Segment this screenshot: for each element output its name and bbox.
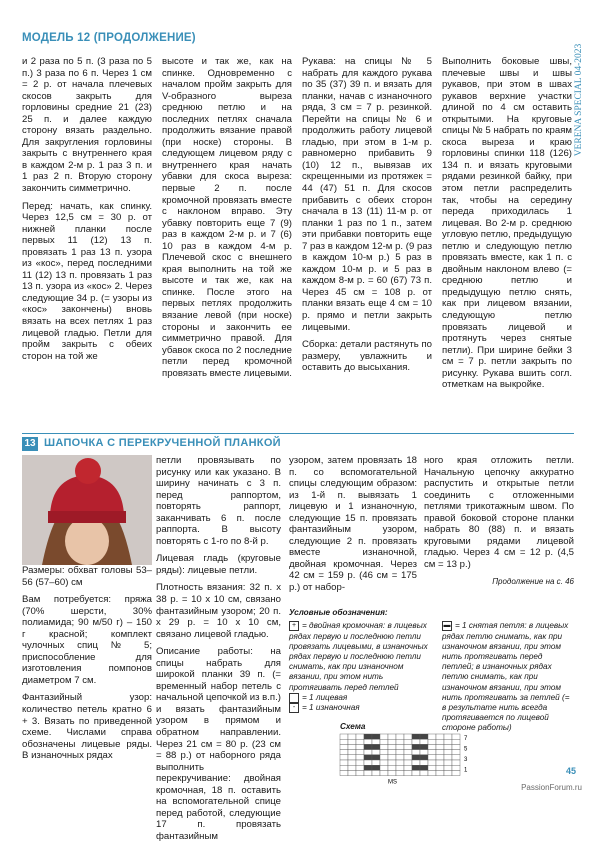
scheme-cell bbox=[388, 734, 396, 739]
scheme-cell bbox=[340, 760, 348, 765]
scheme-cell bbox=[412, 760, 420, 765]
scheme-cell bbox=[396, 760, 404, 765]
scheme-row-label: 3 bbox=[464, 757, 468, 763]
legend-symbol-slip: ▬ bbox=[443, 622, 451, 630]
scheme-cell bbox=[388, 750, 396, 755]
scheme-cell bbox=[364, 760, 372, 765]
scheme-cell bbox=[340, 750, 348, 755]
legend-title: Условные обозначения: bbox=[289, 608, 388, 617]
scheme-cell bbox=[372, 734, 380, 739]
scheme-cell bbox=[436, 765, 444, 770]
section-title: ШАПОЧКА С ПЕРЕКРУЧЕННОЙ ПЛАНКОЙ bbox=[44, 437, 281, 449]
top-col-2 bbox=[162, 56, 292, 397]
hat-photo bbox=[22, 455, 152, 565]
para: и 2 раза по 5 п. (3 раза по 5 п.) 3 раза по 6 п. Через 1 см = 2 р. от начала плечевых скосов закрыть для горловины средние 21 (23) 25 п. и далее каждую сторону вязать раздельно. Для закругления горловины закрыть с внутреннего края в каждом 2-м р. 1 раз 3 п. и 1 раз 2 п. Вторую сторону закончить симметрично. bbox=[22, 56, 152, 195]
scheme-cell bbox=[428, 744, 436, 749]
scheme-cell bbox=[412, 744, 420, 749]
para: Лицевая гладь (круговые ряды): лицевые петли. bbox=[156, 553, 281, 576]
scheme-cell bbox=[444, 760, 452, 765]
scheme-cell bbox=[388, 770, 396, 775]
scheme-cell bbox=[364, 734, 372, 739]
scheme-cell bbox=[356, 765, 364, 770]
scheme-cell bbox=[452, 744, 460, 749]
scheme-cell bbox=[340, 734, 348, 739]
scheme-cell bbox=[380, 770, 388, 775]
legend-text: = двойная кромочная: в лицевых рядах первую и последнюю петли провязать лицевыми, в изнаночных рядах первую и последнюю петли снимать, как при изнаночном вязании, при этом нить протягивать перед петлей bbox=[289, 621, 428, 692]
scheme-cell bbox=[396, 755, 404, 760]
para: петли провязывать по рисунку или как указано. В ширину начинать с 3 п. перед раппортом, повторять раппорт, заканчивать 6 п. после раппорта. В высоту повторять с 1-го по 8-й р. bbox=[156, 455, 281, 547]
scheme-cell bbox=[356, 755, 364, 760]
scheme-cell bbox=[372, 744, 380, 749]
scheme-cell bbox=[364, 739, 372, 744]
scheme-cell bbox=[412, 755, 420, 760]
scheme-cell bbox=[444, 755, 452, 760]
scheme-cell bbox=[396, 765, 404, 770]
scheme-cell bbox=[380, 744, 388, 749]
scheme-cell bbox=[428, 755, 436, 760]
scheme-cell bbox=[340, 739, 348, 744]
scheme-cell bbox=[452, 770, 460, 775]
top-col-3 bbox=[302, 56, 432, 397]
legend-text: = 1 снятая петля: в лицевых рядах петлю снимать, как при изнаночном вязании, при этом нить протягивать перед петлей; в изнаночных рядах петлю снимать, как при изнаночном вязании, при этом нить протягивать за петлей (= в результате нить всегда протягивается по лицевой стороне работы) bbox=[442, 621, 570, 733]
scheme-cell bbox=[420, 734, 428, 739]
scheme-cell bbox=[436, 744, 444, 749]
scheme-row-label: 5 bbox=[464, 746, 468, 753]
scheme-cell bbox=[340, 765, 348, 770]
para: Перед: начать, как спинку. Через 12,5 см = 30 р. от нижней планки после первых 11 (12) 13 п. провязать 1 раз 13 п. узора из «кос», перед последними 11 (12) 13 п. провязать 1 раз 13 п. узора из «кос» 2. Через следующие 34 р. (= узоры из «кос» закончены) вновь вязать на всех петлях 1 раз лицевой гладью. Петли для пройм закрыть с обеих сторон на той же bbox=[22, 200, 152, 362]
scheme-cell bbox=[380, 734, 388, 739]
scheme-cell bbox=[436, 734, 444, 739]
scheme-cell bbox=[444, 744, 452, 749]
scheme-chart bbox=[338, 732, 488, 784]
scheme-cell bbox=[372, 750, 380, 755]
scheme-cell bbox=[404, 770, 412, 775]
legend-symbol-knit bbox=[289, 693, 299, 703]
scheme-cell bbox=[388, 744, 396, 749]
scheme-cell bbox=[452, 739, 460, 744]
para: ного края отложить петли. Начальную цепочку аккуратно распустить и открытые петли соединить с отложенными петлями трикотажным швом. По правой боковой стороне планки набрать 80 (88) п. и вязать круговыми рядами лицевой гладью. Через 4 см = 12 р. (4,5 см = 13 р.) bbox=[424, 455, 574, 570]
scheme-cell bbox=[412, 739, 420, 744]
scheme-cell bbox=[356, 744, 364, 749]
para: Описание работы: на спицы набрать для широкой планки 39 п. (= временный набор петель с начальной цепочкой из в.п.) и вязать фантазийным узором в прямом и обратном направлении. Через 21 см = 80 р. (23 см = 88 р.) от наборного ряда выполнить перекручивание: двойная кромочная, 18 п. оставить на вспомогательной спице перед работой, следующие 17 п. провязать фантазийным bbox=[156, 646, 281, 842]
scheme-cell bbox=[404, 765, 412, 770]
scheme-cell bbox=[412, 765, 420, 770]
scheme-cell bbox=[356, 734, 364, 739]
scheme-cell bbox=[412, 770, 420, 775]
scheme-row-label: 1 bbox=[464, 767, 468, 774]
scheme-cell bbox=[452, 755, 460, 760]
scheme-cell bbox=[356, 770, 364, 775]
para: узором, затем провязать 18 п. со вспомогательной спицы следующим образом: из 1-й п. вывязать 1 лицевую и 1 изнаночную, следующие 15 п. провязать фантазийным узором, следующие 2 п. провязать вместе изнаночной, двойная кромочная. Через 42 см = 159 р. (46 см = 175 р.) от набор- bbox=[289, 455, 417, 594]
scheme-cell bbox=[380, 765, 388, 770]
scheme-cell bbox=[364, 750, 372, 755]
scheme-cell bbox=[412, 750, 420, 755]
scheme-cell bbox=[372, 760, 380, 765]
scheme-cell bbox=[436, 760, 444, 765]
scheme-cell bbox=[372, 765, 380, 770]
scheme-cell bbox=[420, 750, 428, 755]
scheme-cell bbox=[372, 770, 380, 775]
scheme-cell bbox=[444, 734, 452, 739]
scheme-cell bbox=[380, 755, 388, 760]
scheme-cell bbox=[340, 770, 348, 775]
scheme-cell bbox=[420, 744, 428, 749]
legend-text: = 1 лицевая bbox=[302, 692, 348, 702]
page-header-title: МОДЕЛЬ 12 (ПРОДОЛЖЕНИЕ) bbox=[22, 32, 196, 44]
legend-symbol-edge: + bbox=[289, 621, 299, 631]
para: Плотность вязания: 32 п. х 38 р. = 10 х 10 см, связано фантазийным узором; 20 п. х 29 р. = 10 х 10 см, связано лицевой гладью. bbox=[156, 582, 281, 640]
legend-symbol-purl: - bbox=[289, 703, 299, 713]
scheme-cell bbox=[348, 734, 356, 739]
scheme-cell bbox=[428, 760, 436, 765]
scheme-cell bbox=[348, 755, 356, 760]
scheme-cell bbox=[436, 755, 444, 760]
scheme-cell bbox=[452, 765, 460, 770]
para: Размеры: обхват головы 53–56 (57–60) см bbox=[22, 565, 152, 588]
scheme-cell bbox=[364, 744, 372, 749]
scheme-cell bbox=[348, 760, 356, 765]
scheme-cell bbox=[404, 750, 412, 755]
scheme-cell bbox=[396, 744, 404, 749]
scheme-cell bbox=[364, 755, 372, 760]
scheme-cell bbox=[420, 755, 428, 760]
scheme-cell bbox=[428, 739, 436, 744]
scheme-cell bbox=[436, 770, 444, 775]
scheme-cell bbox=[396, 734, 404, 739]
scheme-cell bbox=[356, 760, 364, 765]
section-number: 13 bbox=[22, 437, 38, 451]
scheme-cell bbox=[340, 744, 348, 749]
scheme-cell bbox=[364, 770, 372, 775]
para: Фантазийный узор: количество петель кратно 6 + 3. Вязать по приведенной схеме. Числами справа обозначены лицевые ряды. В изнаночных рядах bbox=[22, 692, 152, 762]
legend-text: = 1 изнаночная bbox=[302, 703, 360, 713]
scheme-cell bbox=[452, 760, 460, 765]
scheme-cell bbox=[444, 750, 452, 755]
scheme-cell bbox=[428, 734, 436, 739]
scheme-cell bbox=[428, 750, 436, 755]
scheme-cell bbox=[348, 750, 356, 755]
scheme-cell bbox=[404, 734, 412, 739]
hat-col-4 bbox=[424, 455, 574, 588]
scheme-cell bbox=[372, 755, 380, 760]
scheme-cell bbox=[364, 765, 372, 770]
top-col-1 bbox=[22, 56, 152, 397]
scheme-repeat-label: MS bbox=[388, 779, 397, 784]
scheme-title: Схема bbox=[340, 722, 366, 731]
para: Рукава: на спицы № 5 набрать для каждого рукава по 35 (37) 39 п. и вязать для планки, начав с изнаночного ряда, 3 см = 7 р. резинкой. Перейти на спицы № 6 и продолжить работу лицевой гладью, при этом в 1-м р. равномерно прибавить 9 (10) 12 п., вывязав их скрещенными из протяжек = 44 (47) 51 п. Для скосов прибавить с обеих сторон сначала в 13 (11) 11-м р. от планки 1 раз по 1 п., затем эти прибавки повторить еще 7 раз в каждом 12-м р. (9 раз в каждом 10-м р.) 5 раз в каждом 10-м р. и 5 раз в каждом 8-м р. = 60 (67) 73 п. Через 45 см = 108 р. от планки вязать еще 4 см = 10 р. прямо и петли закрыть лицевыми. bbox=[302, 56, 432, 333]
scheme-cell bbox=[420, 770, 428, 775]
scheme-cell bbox=[420, 739, 428, 744]
brand-text: VERENA SPECIAL 04-2023 bbox=[574, 43, 584, 157]
scheme-cell bbox=[412, 734, 420, 739]
scheme-cell bbox=[380, 750, 388, 755]
para: Сборка: детали растянуть по размеру, увлажнить и оставить до высыхания. bbox=[302, 339, 432, 374]
scheme-cell bbox=[348, 739, 356, 744]
scheme-cell bbox=[396, 770, 404, 775]
scheme-cell bbox=[436, 750, 444, 755]
scheme-row-label: 7 bbox=[464, 736, 468, 743]
scheme-cell bbox=[436, 739, 444, 744]
scheme-cell bbox=[372, 739, 380, 744]
scheme-cell bbox=[452, 750, 460, 755]
para: Выполнить боковые швы, плечевые швы и швы рукавов, при этом в швах рукавов верхние участки длиной по 4 см оставить открытыми. На круговые спицы № 5 набрать по краям скоса выреза и краю горловины спинки 118 (126) 134 п. и вязать круговыми рядами резинкой байку, при этом петли распределить так, чтобы на середину переда приходилась 1 лицевая. Во 2-м р. среднюю угловую петлю, предыдущую петлю и следующую петлю провязать вместе, как 1 п. с двойным наклоном влево (= среднюю петлю и предыдущую петлю снять, как при лицевом вязании, следующую петлю провязать лицевой и протянуть через снятые петли). При ширине бейки 3 см = 7 р. петли закрыть по рисунку. Рукава вшить согл. отметкам на выкройке. bbox=[442, 56, 572, 391]
site-watermark: PassionForum.ru bbox=[521, 783, 582, 792]
scheme-cell bbox=[388, 760, 396, 765]
top-col-4 bbox=[442, 56, 572, 397]
scheme-cell bbox=[388, 765, 396, 770]
scheme-cell bbox=[428, 765, 436, 770]
scheme-cell bbox=[420, 765, 428, 770]
top-text-columns bbox=[22, 56, 574, 397]
scheme-cell bbox=[380, 760, 388, 765]
scheme-cell bbox=[444, 770, 452, 775]
scheme-cell bbox=[404, 739, 412, 744]
para: высоте и так же, как на спинке. Одновременно с началом пройм закрыть для V-образного выреза среднюю петлю и на последних петлях сначала продолжить вязание правой (при носке) стороны. В следующем лицевом ряду с внутреннего края начать убавки для скоса выреза: первые 2 п. после кромочной провязать вместе с наклоном вправо. Эту убавку повторить еще 7 (9) раз в каждом 2-м р. и 7 (6) 10 раз в каждом 4-м р. Плечевой скос с внешнего края выполнить на той же высоте и так же, как на спинке. После этого на первых петлях продолжить вязание левой (при носке) стороны и закончить ее симметрично правой. Для убавок скоса по 2 последние петли перед кромочной провязать вместе лицевыми. bbox=[162, 56, 292, 379]
scheme-cell bbox=[428, 770, 436, 775]
scheme-cell bbox=[420, 760, 428, 765]
legend bbox=[289, 608, 574, 734]
scheme-cell bbox=[348, 744, 356, 749]
scheme-cell bbox=[404, 760, 412, 765]
scheme-cell bbox=[340, 755, 348, 760]
scheme-cell bbox=[388, 739, 396, 744]
scheme-cell bbox=[388, 755, 396, 760]
scheme-cell bbox=[348, 770, 356, 775]
scheme-cell bbox=[356, 750, 364, 755]
continued-note: Продолжение на с. 46 bbox=[492, 577, 574, 587]
scheme-cell bbox=[444, 739, 452, 744]
hat-col-1 bbox=[22, 565, 152, 768]
scheme-cell bbox=[404, 744, 412, 749]
scheme-cell bbox=[444, 765, 452, 770]
scheme-cell bbox=[396, 739, 404, 744]
scheme-cell bbox=[452, 734, 460, 739]
scheme-cell bbox=[404, 755, 412, 760]
scheme-cell bbox=[348, 765, 356, 770]
para: Вам потребуется: пряжа (70% шерсти, 30% полиамида; 90 м/50 г) – 150 г красной; комплект чулочных спиц № 5; приспособление для изготовления помпонов диаметром 7 см. bbox=[22, 594, 152, 686]
scheme-cell bbox=[356, 739, 364, 744]
scheme-cell bbox=[380, 739, 388, 744]
page-number: 45 bbox=[566, 766, 577, 776]
scheme-cell bbox=[396, 750, 404, 755]
hat-col-3 bbox=[289, 455, 417, 600]
hat-col-2 bbox=[156, 455, 281, 849]
